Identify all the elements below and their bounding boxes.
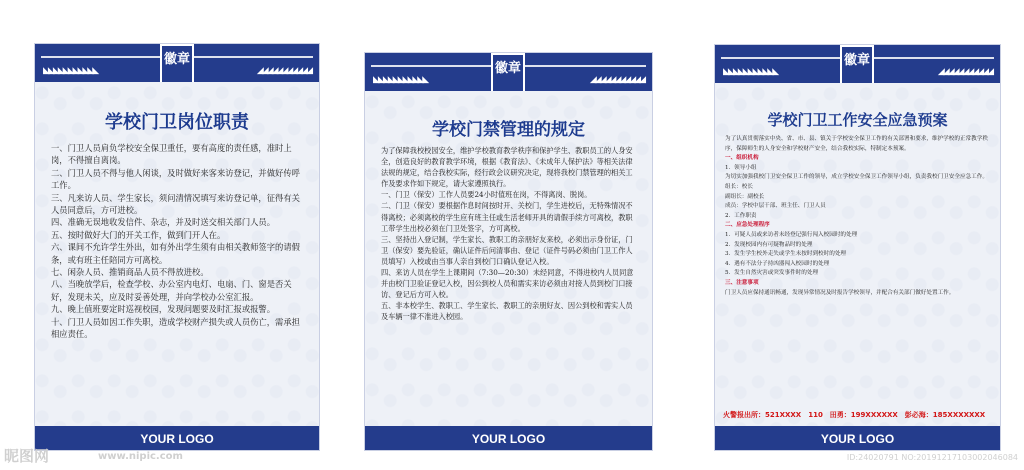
watermark-logo: 昵图网	[4, 447, 50, 465]
poster-body	[365, 91, 652, 426]
poster-title: 学校门禁管理的规定	[432, 120, 585, 140]
paragraph: 1．领导小组	[725, 164, 757, 171]
paragraph: 一、门卫（保安）工作人员要24小时值班在岗，不得离岗、脱岗。	[381, 190, 592, 200]
poster-header	[365, 53, 652, 91]
paragraph: 五、按时做好大门的开关工作，做到门开人在。	[51, 229, 226, 240]
poster-text	[51, 142, 307, 341]
poster-body	[35, 82, 319, 426]
footer-logo: YOUR LOGO	[140, 432, 214, 446]
paragraph: 2．工作职责	[725, 212, 757, 219]
chevron-right-decoration: ◢◢◢◢◢◢◢◢◢◢◢	[589, 75, 644, 85]
paragraph: 四、准确无误地收发信件、杂志，并及时送交相关部门人员。	[51, 217, 276, 228]
watermark-url: www.nipic.com	[98, 451, 183, 462]
paragraph: 4．遇有不法分子持凶器闯入校园时的处理	[725, 260, 830, 267]
chevron-left-decoration: ◣◣◣◣◣◣◣◣◣◣◣	[373, 75, 428, 85]
poster-title: 学校门卫岗位职责	[105, 112, 249, 133]
poster-text	[725, 135, 990, 298]
paragraph: 为切实加强我校门卫安全保卫工作的领导，成立学校安全保卫工作领导小组，负责我校门卫安全应急工作。	[725, 174, 988, 181]
emblem-seal: 徽章	[840, 45, 874, 91]
poster-body	[715, 83, 1000, 426]
paragraph: 五、非本校学生、教职工、学生家长、教职工的亲朋好友、因公到校和需实人员及车辆一律不准进入校园。	[381, 301, 633, 322]
chevron-right-decoration: ◢◢◢◢◢◢◢◢◢◢◢	[937, 67, 992, 77]
paragraph: 5．发生自然灾害或突发事件时的处理	[725, 270, 819, 277]
section-heading: 二、应急处理程序	[725, 222, 770, 229]
poster-footer	[35, 426, 319, 450]
paragraph: 3．发生学生校外走失或学生未按时到校时的处理	[725, 251, 847, 258]
poster-access-control-rules	[364, 52, 653, 451]
poster-gatekeeper-duties	[34, 43, 320, 451]
paragraph: 一、门卫人员肩负学校安全保卫重任，要有高度的责任感，准时上岗，不得擅自离岗。	[51, 143, 292, 166]
paragraph: 六、课间不允许学生外出，如有外出学生须有由相关教师签字的请假条，或有班主任陪同方可离校。	[51, 242, 300, 265]
chevron-right-decoration: ◢◢◢◢◢◢◢◢◢◢◢	[256, 66, 311, 76]
poster-emergency-plan	[714, 44, 1001, 451]
footer-logo: YOUR LOGO	[471, 432, 546, 446]
poster-header	[715, 45, 1000, 83]
poster-footer	[365, 426, 652, 450]
paragraph: 三、凡来访人员、学生家长，须问清情况填写来访登记单，征得有关人员同意后，方可进校。	[51, 192, 300, 216]
poster-title: 学校门卫工作安全应急预案	[767, 111, 948, 129]
paragraph: 2．发现校园内有可疑物品时的处理	[725, 241, 813, 248]
paragraph: 九、晚上值班要定时巡视校园，发现问题要及时汇报或报警。	[51, 304, 276, 315]
watermark-id: ID:24020791 NO:20191217103002046084	[846, 453, 1018, 462]
poster-footer	[715, 426, 1000, 450]
paragraph: 成员：学校中层干部、班主任、门卫人员	[725, 203, 826, 210]
chevron-left-decoration: ◣◣◣◣◣◣◣◣◣◣◣	[43, 66, 98, 76]
paragraph: 副组长：副校长	[725, 193, 765, 200]
section-heading: 一、组织机构	[725, 155, 759, 162]
poster-header	[35, 44, 319, 82]
paragraph: 七、闲杂人员、推销商品人员不得放进校。	[51, 267, 209, 278]
paragraph: 组长：校长	[725, 183, 753, 190]
poster-text	[381, 145, 638, 323]
emblem-seal: 徽章	[160, 44, 194, 90]
paragraph: 二、门卫人员不得与他人闲谈，及时做好来客来访登记，并做好传呼工作。	[51, 167, 300, 191]
emblem-seal: 徽章	[491, 53, 525, 99]
paragraph: 四、来访人员在学生上课期间（7:30—20:30）未经同意，不得进校内人员同意并由校门卫验证登记入校，因公到校人员和需实来访必须由对接人员到校门口接访、登记后方可入校。	[381, 268, 634, 300]
paragraph: 八、当晚放学后，检查学校、办公室内电灯、电扇、门、窗是否关好，发现未关，应及时妥善处理，并向学校办公室汇报。	[51, 279, 292, 302]
paragraph: 十、门卫人员如因工作失职，造成学校财产损失或人员伤亡，需承担相应责任。	[51, 316, 300, 340]
footer-logo: YOUR LOGO	[820, 432, 895, 446]
emergency-contacts: 火警报出所：521XXXX 110 田勇：199XXXXXX 彭必海：185XXXXXXX	[723, 411, 986, 419]
paragraph: 门卫人员应保持通讯畅通，发现异常情况及时报告学校领导，并配合有关部门做好处置工作。	[725, 289, 955, 296]
chevron-left-decoration: ◣◣◣◣◣◣◣◣◣◣◣	[723, 67, 778, 77]
paragraph: 二、门卫（保安）要根据作息时间按时开、关校门，学生进校后，无特殊情况不得离校；必须离校的学生应有班主任或生活老师开具的请假手续方可离校，教职工带学生出校必须在门卫处签字，方可离校。	[381, 201, 633, 233]
paragraph: 1．可疑人员或来访者未经登记强行闯入校园时的处理	[725, 231, 858, 238]
paragraph: 三、坚持出入登记制，学生家长、教职工的亲朋好友来校，必须出示身份证，门卫（保安）要先验证，确认证件后问清事由、登记（证件号码必须由门卫工作人员填写）入校或由当事人亲自到校门口确认登记入校。	[381, 234, 633, 266]
paragraph: 为了保障我校校园安全，维护学校教育教学秩序和保护学生、教职员工的人身安全，创造良好的教育教学环境，根据《教育法》、《未成年人保护法》等相关法律法规的规定，结合我校实际，经行政会议研究决定，现将我校门禁管理的相关工作及要求作如下规定，请大家遵照执行。	[381, 146, 633, 189]
section-heading: 三、注意事项	[725, 279, 759, 286]
paragraph: 为了认真贯彻落实中央、省、市、县、镇关于学校安全保卫工作的有关部署和要求，维护学校的正常教学秩序，保障师生的人身安全和学校财产安全，结合我校实际，特制定本预案。	[725, 136, 988, 152]
